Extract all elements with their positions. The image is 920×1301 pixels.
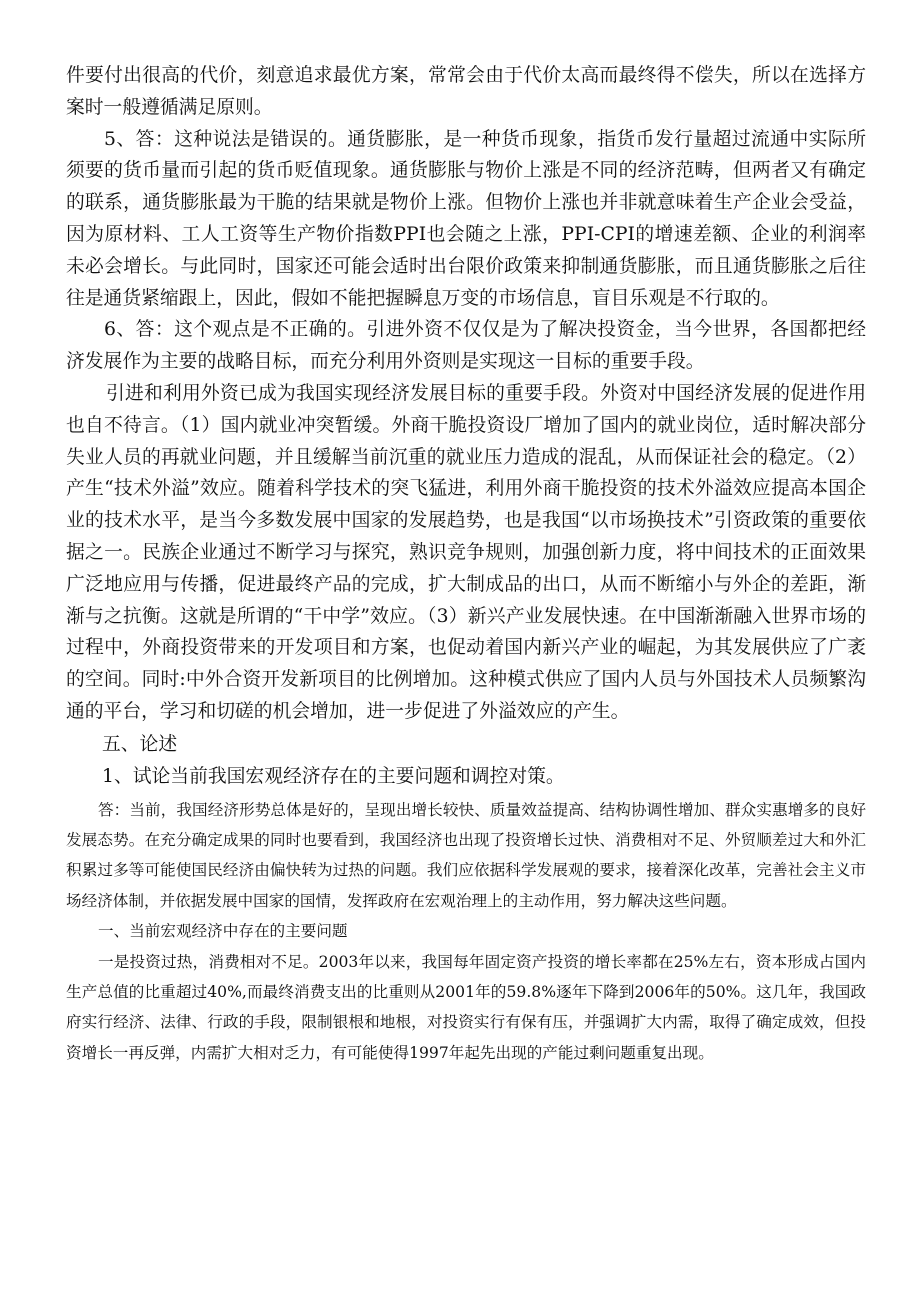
paragraph-continuation: 件要付出很高的代价，刻意追求最优方案，常常会由于代价太高而最终得不偿失，所以在选择方案时一般遵循满足原则。: [66, 65, 866, 118]
document-page: [66, 60, 866, 1068]
section-heading: 五、论述: [102, 733, 178, 755]
essay-question: 1、试论当前我国宏观经济存在的主要问题和调控对策。: [102, 765, 565, 787]
paragraph-answer-6: 6、答：这个观点是不正确的。引进外资不仅仅是为了解决投资金，当今世界，各国都把经济发展作为主要的战略目标，而充分利用外资则是实现这一目标的重要手段。: [66, 319, 866, 373]
answer-point-1: 一是投资过热，消费相对不足。2003年以来，我国每年固定资产投资的增长率都在25%左右，资本形成占国内生产总值的比重超过40%,而最终消费支出的比重则从2001年的59.8%逐年下降到2006年的50%。这几年，我国政府实行经济、法律、行政的手段，限制银根和地根，对投资实行有保有压，并强调扩大内需，取得了确定成效，但投资增长一再反弹，内需扩大相对乏力，有可能使得1997年起先出现的产能过剩问题重复出现。: [66, 952, 866, 1062]
paragraph-answer-5: 5、答：这种说法是错误的。通货膨胀，是一种货币现象，指货币发行量超过流通中实际所须要的货币量而引起的货币贬值现象。通货膨胀与物价上涨是不同的经济范畴，但两者又有确定的联系，通货膨胀最为干脆的结果就是物价上涨。但物价上涨也并非就意味着生产企业会受益，因为原材料、工人工资等生产物价指数PPI也会随之上涨，PPI-CPI的增速差额、企业的利润率未必会增长。与此同时，国家还可能会适时出台限价政策来抑制通货膨胀，而且通货膨胀之后往往是通货紧缩跟上，因此，假如不能把握瞬息万变的市场信息，盲目乐观是不行取的。: [66, 128, 866, 309]
paragraph-foreign-investment: 引进和利用外资已成为我国实现经济发展目标的重要手段。外资对中国经济发展的促进作用也自不待言。（1）国内就业冲突暂缓。外商干脆投资设厂增加了国内的就业岗位，适时解决部分失业人员的再就业问题，并且缓解当前沉重的就业压力造成的混乱，从而保证社会的稳定。（2）产生“技术外溢”效应。随着科学技术的突飞猛进，利用外商干脆投资的技术外溢效应提高本国企业的技术水平，是当今多数发展中国家的发展趋势，也是我国“以市场换技术”引资政策的重要依据之一。民族企业通过不断学习与探究，熟识竞争规则，加强创新力度，将中间技术的正面效果广泛地应用与传播，促进最终产品的完成，扩大制成品的出口，从而不断缩小与外企的差距，渐渐与之抗衡。这就是所谓的“干中学”效应。（3）新兴产业发展快速。在中国渐渐融入世界市场的过程中，外商投资带来的开发项目和方案，也促动着国内新兴产业的崛起，为其发展供应了广袤的空间。同时:中外合资开发新项目的比例增加。这种模式供应了国内人员与外国技术人员频繁沟通的平台，学习和切磋的机会增加，进一步促进了外溢效应的产生。: [66, 382, 866, 722]
answer-intro: 答：当前，我国经济形势总体是好的，呈现出增长较快、质量效益提高、结构协调性增加、群众实惠增多的良好发展态势。在充分确定成果的同时也要看到，我国经济也出现了投资增长过快、消费相对不足、外贸顺差过大和外汇积累过多等可能使国民经济由偏快转为过热的问题。我们应依据科学发展观的要求，接着深化改革，完善社会主义市场经济体制，并依据发展中国家的国情，发挥政府在宏观治理上的主动作用，努力解决这些问题。: [66, 800, 866, 910]
sub-heading: 一、当前宏观经济中存在的主要问题: [98, 922, 348, 941]
